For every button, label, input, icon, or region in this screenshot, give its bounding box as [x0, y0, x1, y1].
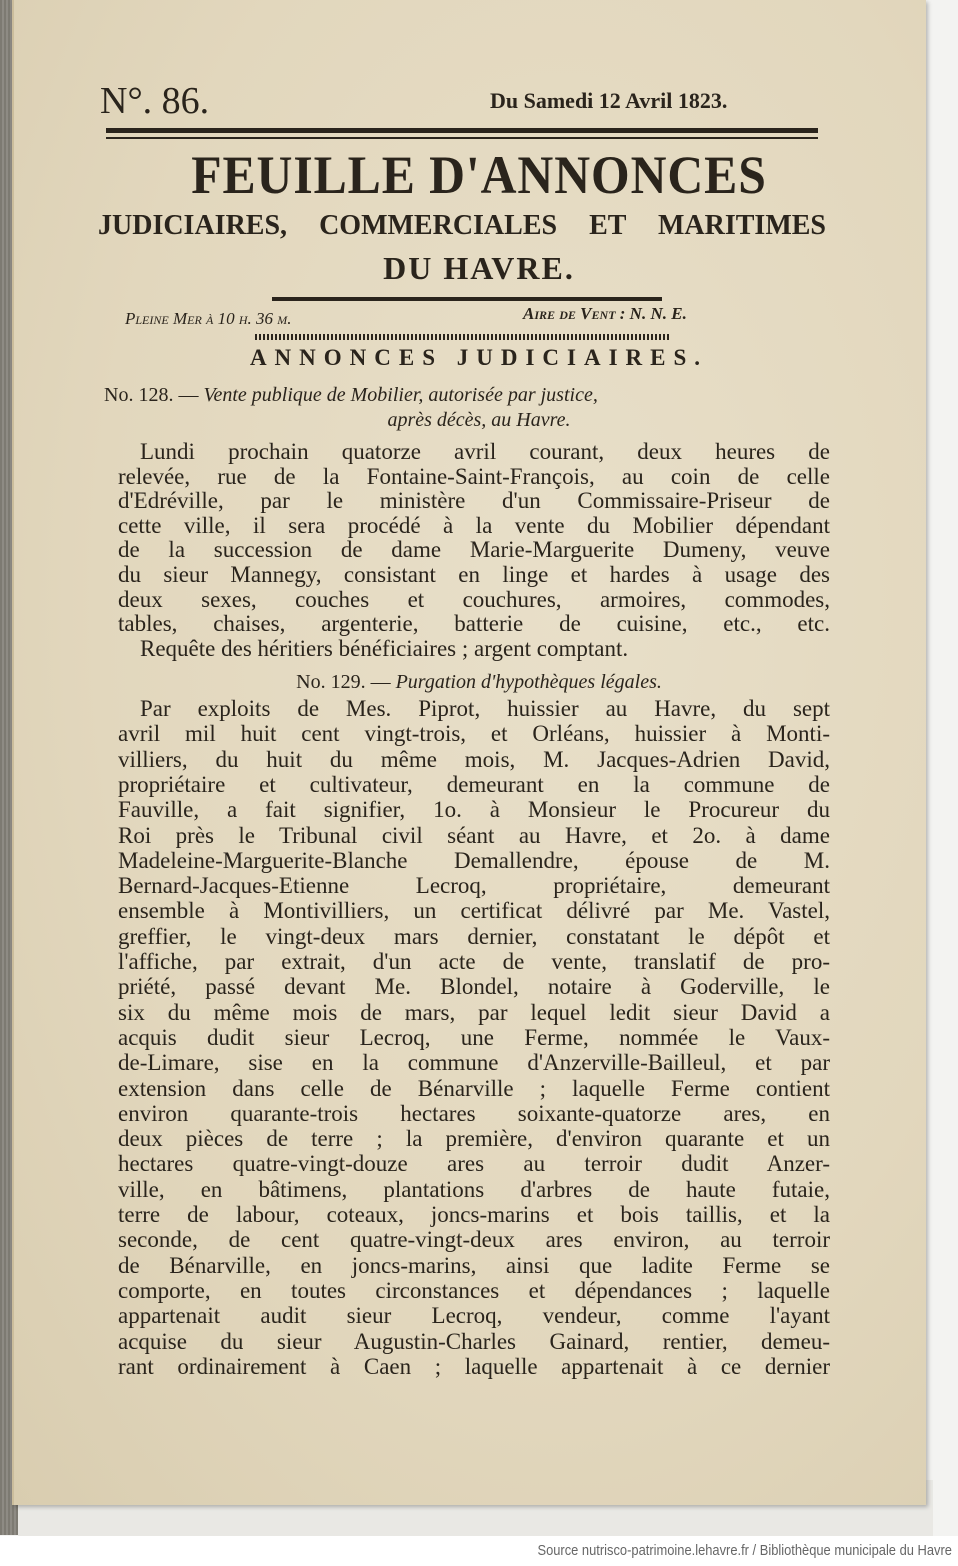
- text-line: l'affiche, par extrait, d'un acte de vente, translatif de pro-: [118, 950, 830, 974]
- text-line: Roi près le Tribunal civil séant au Havre, et 2o. à dame: [118, 823, 830, 848]
- wind-info: Aire de Vent : N. N. E.: [523, 304, 687, 323]
- text-line: cette ville, il sera procédé à la vente du Mobilier dépendant: [118, 513, 830, 538]
- issue-date: Du Samedi 12 Avril 1823.: [490, 88, 728, 113]
- text-line: rant ordinairement à Caen ; laquelle appartenait à ce dernier: [118, 1354, 830, 1379]
- text-line: deux sexes, couches et couchures, armoires, commodes,: [118, 587, 830, 612]
- text-line: environ quarante-trois hectares soixante-quatorze ares, en: [118, 1101, 830, 1126]
- article-title: Vente publique de Mobilier, autorisée par justice,: [203, 384, 598, 406]
- text-line: de la succession de dame Marie-Marguerite Dumeny, veuve: [118, 538, 830, 563]
- text-line: Fauville, a fait signifier, 1o. à Monsieur le Procureur du: [118, 798, 830, 823]
- text-line: hectares quatre-vingt-douze ares au terroir dudit Anzer-: [118, 1152, 830, 1177]
- text-line: Lundi prochain quatorze avril courant, deux heures de: [140, 440, 830, 464]
- header-rule-thick: [106, 128, 818, 133]
- text-line: avril mil huit cent vingt-trois, et Orléans, huissier à Monti-: [118, 722, 830, 747]
- article-128-heading-cont: [0, 409, 958, 431]
- text-line: villiers, du huit du même mois, M. Jacques-Adrien David,: [118, 747, 830, 772]
- text-line: ensemble à Montivilliers, un certificat délivré par Me. Vastel,: [118, 899, 830, 924]
- text-line: six du même mois de mars, par lequel ledit sieur David a: [118, 1000, 830, 1025]
- text-line: acquise du sieur Augustin-Charles Gainard, rentier, demeu-: [118, 1329, 830, 1354]
- text-line: de Bénarville, en joncs-marins, ainsi que ladite Ferme se: [118, 1253, 830, 1278]
- text-line: terre de labour, coteaux, joncs-marins et bois taillis, et la: [118, 1203, 830, 1227]
- wavy-divider: [255, 334, 670, 340]
- text-line: d'Edréville, par le ministère d'un Commissaire-Priseur de: [118, 489, 830, 514]
- header-rule-thin: [106, 137, 818, 139]
- text-line: Madeleine-Marguerite-Blanche Demallendre, épouse de M.: [118, 848, 830, 873]
- text-line: seconde, de cent quatre-vingt-deux ares environ, au terroir: [118, 1228, 830, 1253]
- footer: [0, 1536, 958, 1566]
- newspaper-title: FEUILLE D'ANNONCES: [191, 145, 767, 205]
- article-title-cont: après décès, au Havre.: [387, 409, 571, 431]
- article-128-heading: [104, 384, 598, 406]
- newspaper-city: DU HAVRE.: [383, 250, 575, 286]
- text-line: relevée, rue de la Fontaine-Saint-François, au coin de celle: [118, 464, 830, 489]
- text-line: greffier, le vingt-deux mars dernier, constatant le dépôt et: [118, 924, 830, 949]
- text-line: propriétaire et cultivateur, demeurant en la commune de: [118, 772, 830, 797]
- text-line: Par exploits de Mes. Piprot, huissier au Havre, du sept: [140, 697, 830, 721]
- high-tide-info: Pleine Mer à 10 h. 36 m.: [125, 309, 292, 328]
- text-line: du sieur Mannegy, consistant en linge et hardes à usage des: [118, 563, 830, 587]
- text-line: tables, chaises, argenterie, batterie de cuisine, etc., etc.: [118, 612, 830, 637]
- text-line: ville, en bâtimens, plantations d'arbres de haute futaie,: [118, 1177, 830, 1202]
- text-line: deux pièces de terre ; la première, d'environ quarante et un: [118, 1127, 830, 1152]
- text-line: priété, passé devant Me. Blondel, notaire à Goderville, le: [118, 975, 830, 1000]
- text-line: comporte, en toutes circonstances et dépendances ; laquelle: [118, 1278, 830, 1303]
- source-credit: Source nutrisco-patrimoine.lehavre.fr / Bibliothèque municipale du Havre: [537, 1542, 952, 1559]
- text-line: appartenait audit sieur Lecroq, vendeur, comme l'ayant: [118, 1304, 830, 1329]
- article-title: Purgation d'hypothèques légales.: [395, 671, 662, 693]
- article-number: No. 128. —: [104, 384, 199, 406]
- text-line: extension dans celle de Bénarville ; laquelle Ferme contient: [118, 1076, 830, 1101]
- newspaper-subtitle: JUDICIAIRES, COMMERCIALES ET MARITIMES: [98, 210, 826, 241]
- section-title: ANNONCES JUDICIAIRES.: [249, 345, 709, 370]
- text-line: acquis dudit sieur Lecroq, une Ferme, nommée le Vaux-: [118, 1025, 830, 1050]
- text-line: de-Limare, sise en la commune d'Anzerville-Bailleul, et par: [118, 1051, 830, 1076]
- text-line: Requête des héritiers bénéficiaires ; argent comptant.: [140, 635, 629, 661]
- text-line: Bernard-Jacques-Etienne Lecroq, propriétaire, demeurant: [118, 874, 830, 899]
- article-129-heading: [0, 671, 958, 693]
- article-number: No. 129. —: [296, 671, 391, 693]
- title-rule: [272, 297, 662, 301]
- issue-number: N°. 86.: [100, 80, 210, 122]
